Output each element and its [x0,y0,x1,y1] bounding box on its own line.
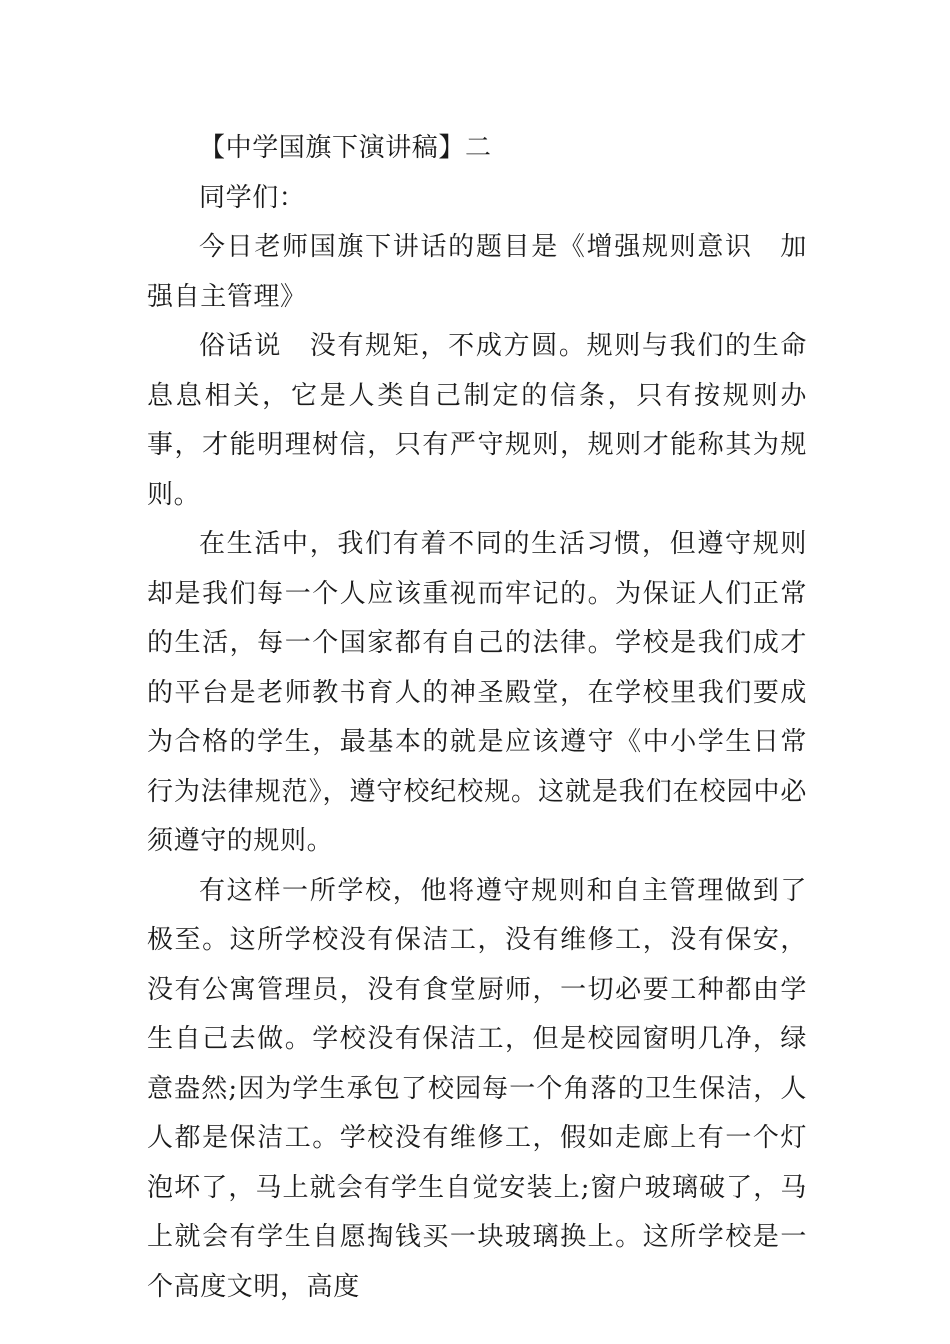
paragraph-topic: 今日老师国旗下讲话的题目是《增强规则意识 加强自主管理》 [147,232,807,312]
paragraph-school-example: 有这样一所学校，他将遵守规则和自主管理做到了极至。这所学校没有保洁工，没有维修工，没有保安，没有公寓管理员，没有食堂厨师，一切必要工种都由学生自己去做。学校没有保洁工，但是校园窗明几净，绿意盎然;因为学生承包了校园每一个角落的卫生保洁，人人都是保洁工。学校没有维修工，假如走廊上有一个灯泡坏了，马上就会有学生自觉安装上;窗户玻璃破了，马上就会有学生自愿掏钱买一块玻璃换上。这所学校是一个高度文明，高度 [147,875,807,1302]
document-title: 【中学国旗下演讲稿】二 [199,133,492,163]
paragraph-proverb: 俗话说 没有规矩，不成方圆。规则与我们的生命息息相关，它是人类自己制定的信条，只有按规则办事，才能明理树信，只有严守规则，规则才能称其为规则。 [147,331,807,510]
document-body [147,124,807,1312]
paragraph-life-rules: 在生活中，我们有着不同的生活习惯，但遵守规则却是我们每一个人应该重视而牢记的。为保证人们正常的生活，每一个国家都有自己的法律。学校是我们成才的平台是老师教书育人的神圣殿堂，在学校里我们要成为合格的学生，最基本的就是应该遵守《中小学生日常行为法律规范》，遵守校纪校规。这就是我们在校园中必须遵守的规则。 [147,529,807,856]
salutation: 同学们： [199,182,306,213]
